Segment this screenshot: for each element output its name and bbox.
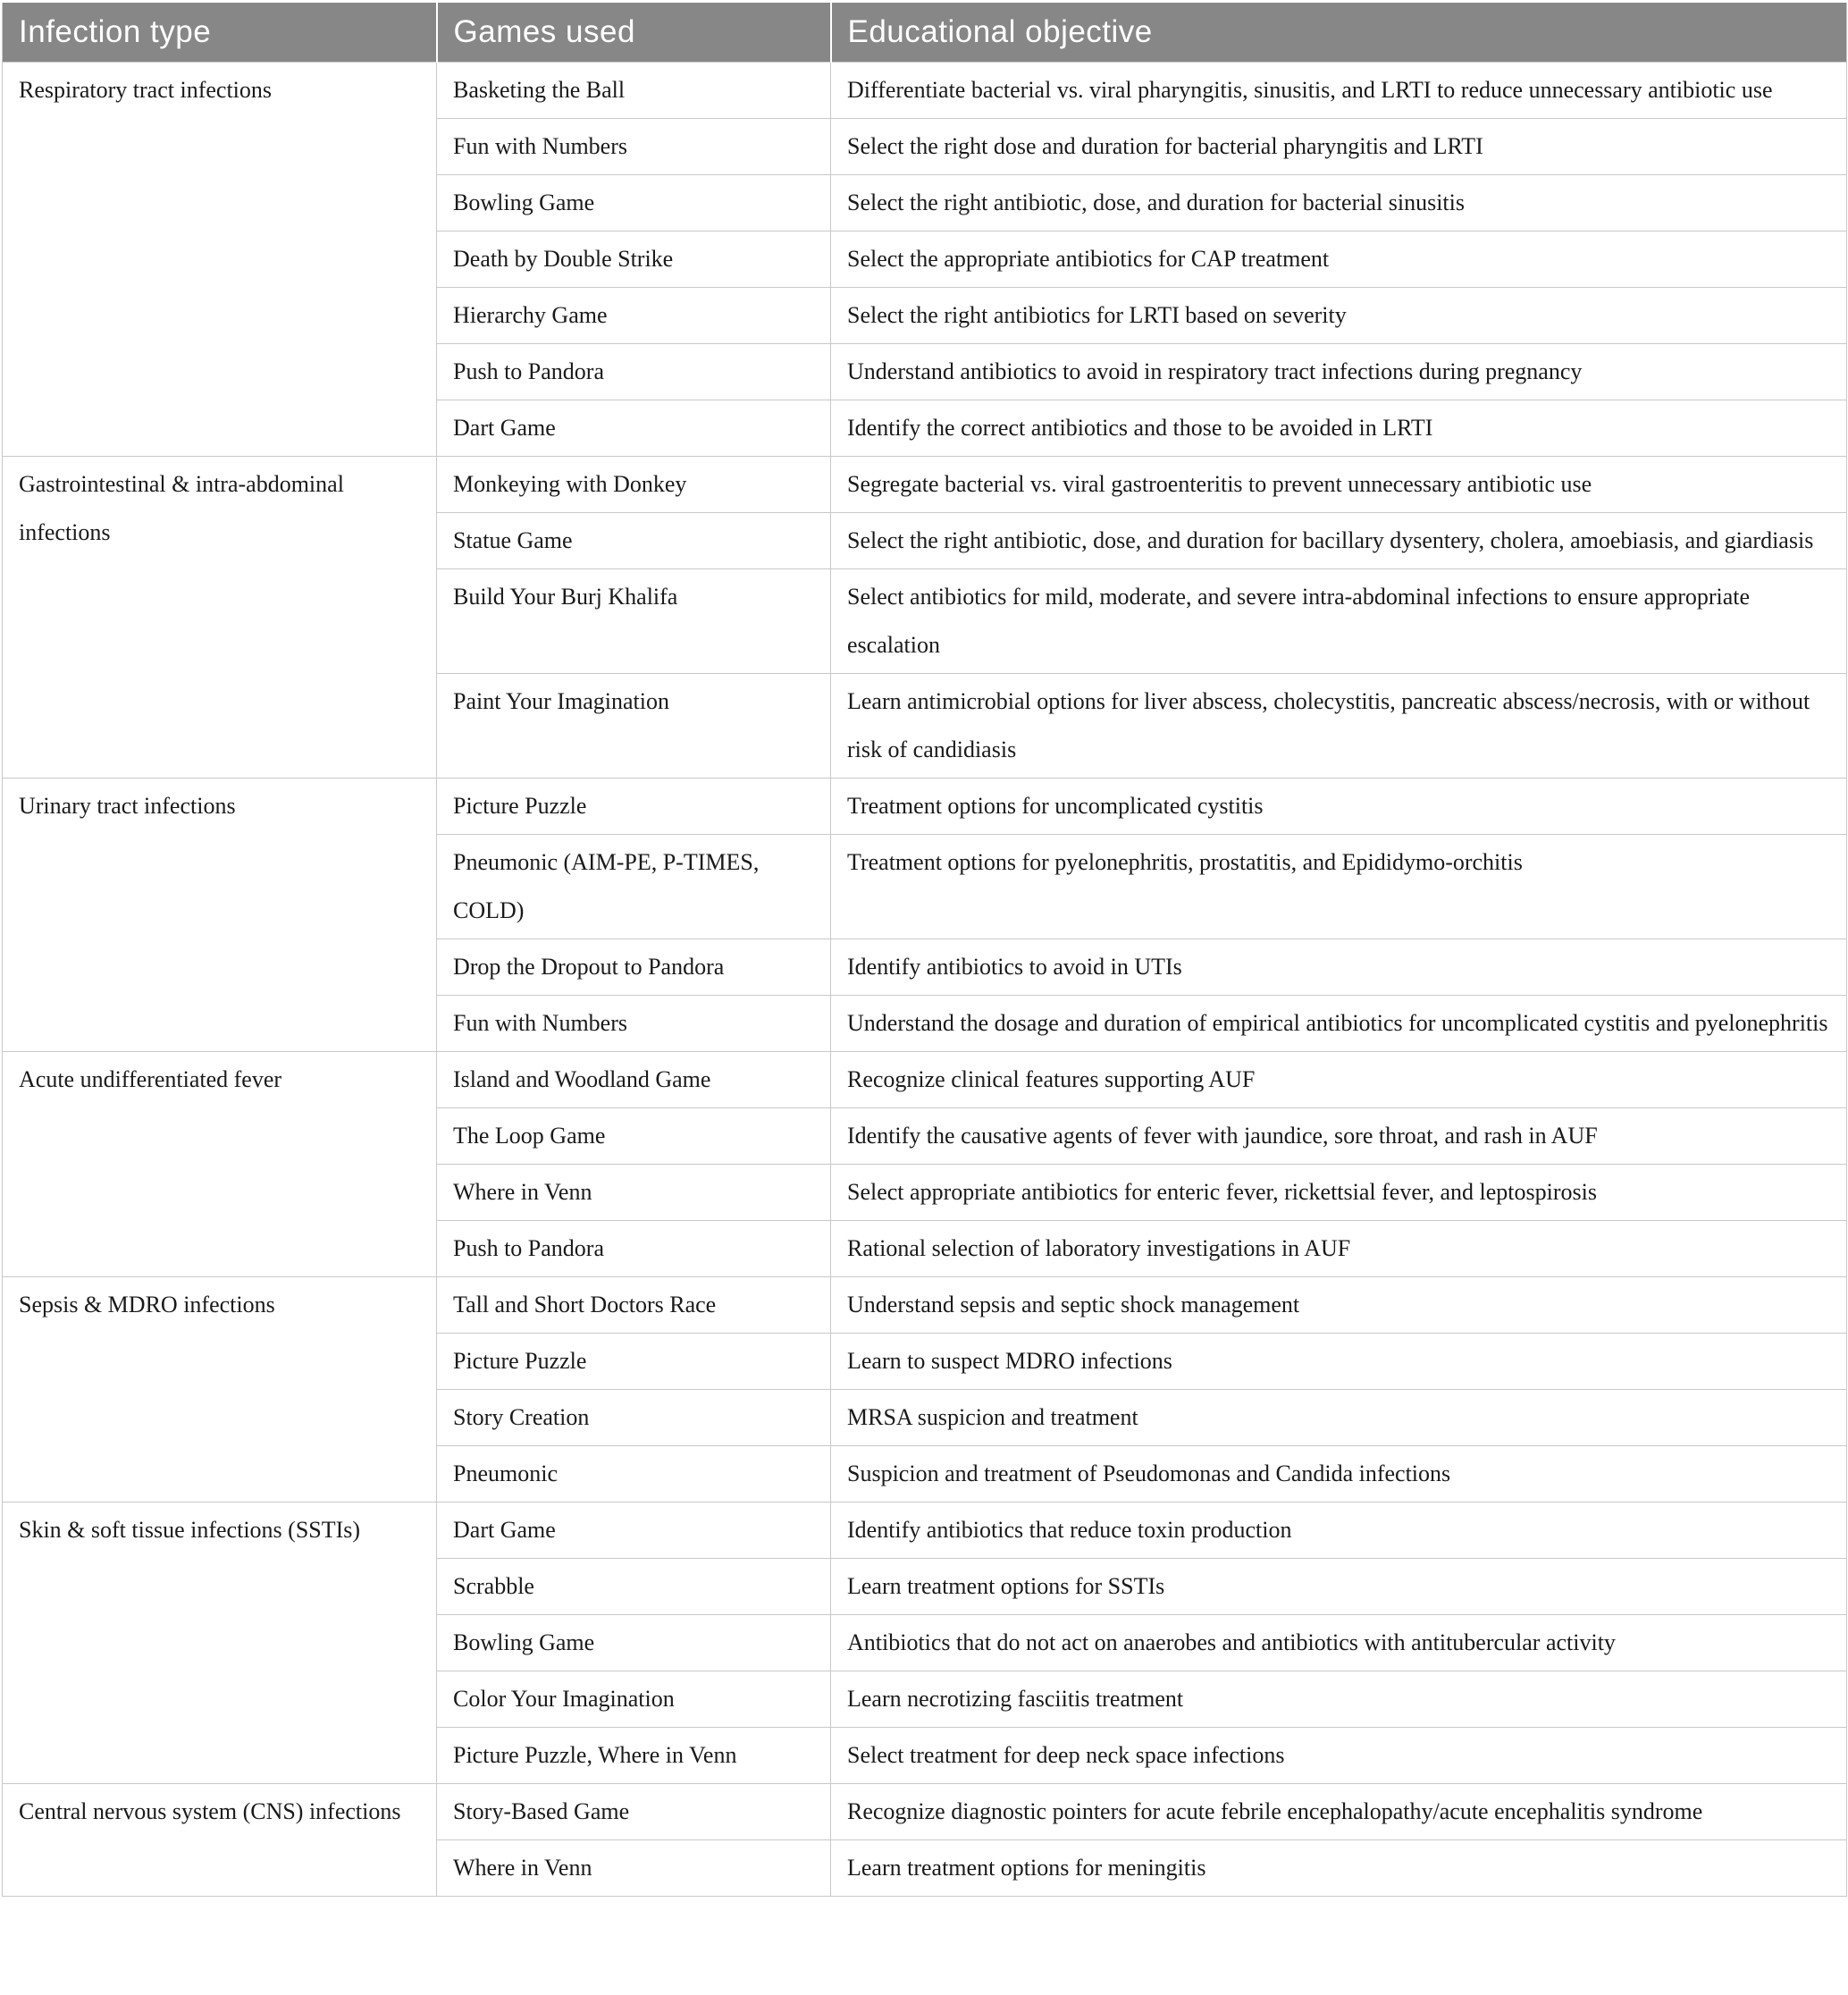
- table-body: [3, 63, 1847, 1897]
- table-row: [3, 1052, 1847, 1108]
- game-cell: Basketing the Ball: [437, 63, 831, 119]
- objective-cell: Learn treatment options for SSTIs: [831, 1559, 1847, 1615]
- game-cell: Pneumonic (AIM-PE, P-TIMES, COLD): [437, 835, 831, 939]
- objective-cell: Treatment options for pyelonephritis, prostatitis, and Epididymo-orchitis: [831, 835, 1847, 939]
- objective-cell: Understand the dosage and duration of empirical antibiotics for uncomplicated cystitis and pyelonephritis: [831, 996, 1847, 1052]
- objective-cell: Understand sepsis and septic shock management: [831, 1277, 1847, 1334]
- objective-cell: Select the appropriate antibiotics for CAP treatment: [831, 231, 1847, 288]
- table-row: [3, 1503, 1847, 1559]
- game-cell: Color Your Imagination: [437, 1671, 831, 1728]
- game-cell: Paint Your Imagination: [437, 674, 831, 779]
- table-row: [3, 63, 1847, 119]
- infection-type-cell: Gastrointestinal & intra-abdominal infections: [3, 457, 437, 779]
- infection-type-cell: Urinary tract infections: [3, 779, 437, 1052]
- objective-cell: Identify antibiotics to avoid in UTIs: [831, 939, 1847, 996]
- game-cell: Dart Game: [437, 1503, 831, 1559]
- table-row: [3, 1784, 1847, 1840]
- game-cell: Island and Woodland Game: [437, 1052, 831, 1108]
- game-cell: Death by Double Strike: [437, 231, 831, 288]
- game-cell: Where in Venn: [437, 1840, 831, 1897]
- objective-cell: Recognize diagnostic pointers for acute febrile encephalopathy/acute encephalitis syndrome: [831, 1784, 1847, 1840]
- game-cell: Story Creation: [437, 1390, 831, 1446]
- game-cell: Build Your Burj Khalifa: [437, 569, 831, 674]
- game-cell: Picture Puzzle: [437, 779, 831, 835]
- objective-cell: Learn necrotizing fasciitis treatment: [831, 1671, 1847, 1728]
- column-header-educational-objective: Educational objective: [831, 3, 1847, 63]
- objective-cell: Learn to suspect MDRO infections: [831, 1334, 1847, 1390]
- objective-cell: Select the right antibiotic, dose, and duration for bacterial sinusitis: [831, 175, 1847, 231]
- game-cell: Drop the Dropout to Pandora: [437, 939, 831, 996]
- objective-cell: Suspicion and treatment of Pseudomonas and Candida infections: [831, 1446, 1847, 1503]
- objective-cell: Select the right antibiotics for LRTI based on severity: [831, 288, 1847, 344]
- column-header-infection-type: Infection type: [3, 3, 437, 63]
- objective-cell: MRSA suspicion and treatment: [831, 1390, 1847, 1446]
- objective-cell: Recognize clinical features supporting AUF: [831, 1052, 1847, 1108]
- games-table: [2, 3, 1847, 1897]
- game-cell: Bowling Game: [437, 1615, 831, 1671]
- column-header-games-used: Games used: [437, 3, 831, 63]
- objective-cell: Learn antimicrobial options for liver abscess, cholecystitis, pancreatic abscess/necrosis, with or without risk of candidiasis: [831, 674, 1847, 779]
- game-cell: Fun with Numbers: [437, 119, 831, 175]
- game-cell: Push to Pandora: [437, 344, 831, 400]
- objective-cell: Learn treatment options for meningitis: [831, 1840, 1847, 1897]
- objective-cell: Rational selection of laboratory investigations in AUF: [831, 1221, 1847, 1277]
- objective-cell: Identify antibiotics that reduce toxin production: [831, 1503, 1847, 1559]
- game-cell: Push to Pandora: [437, 1221, 831, 1277]
- game-cell: Pneumonic: [437, 1446, 831, 1503]
- objective-cell: Identify the correct antibiotics and those to be avoided in LRTI: [831, 400, 1847, 457]
- game-cell: Tall and Short Doctors Race: [437, 1277, 831, 1334]
- game-cell: Bowling Game: [437, 175, 831, 231]
- game-cell: Monkeying with Donkey: [437, 457, 831, 513]
- objective-cell: Select treatment for deep neck space infections: [831, 1728, 1847, 1784]
- objective-cell: Select the right antibiotic, dose, and duration for bacillary dysentery, cholera, amoebiasis, and giardiasis: [831, 513, 1847, 569]
- infection-type-cell: Skin & soft tissue infections (SSTIs): [3, 1503, 437, 1784]
- table-row: [3, 779, 1847, 835]
- infection-type-cell: Acute undifferentiated fever: [3, 1052, 437, 1277]
- objective-cell: Understand antibiotics to avoid in respiratory tract infections during pregnancy: [831, 344, 1847, 400]
- objective-cell: Treatment options for uncomplicated cystitis: [831, 779, 1847, 835]
- objective-cell: Select appropriate antibiotics for enteric fever, rickettsial fever, and leptospirosis: [831, 1165, 1847, 1221]
- game-cell: Story-Based Game: [437, 1784, 831, 1840]
- game-cell: Where in Venn: [437, 1165, 831, 1221]
- table-header-row: [3, 3, 1847, 63]
- game-cell: Picture Puzzle, Where in Venn: [437, 1728, 831, 1784]
- table-row: [3, 457, 1847, 513]
- objective-cell: Antibiotics that do not act on anaerobes and antibiotics with antitubercular activity: [831, 1615, 1847, 1671]
- game-cell: Dart Game: [437, 400, 831, 457]
- game-cell: The Loop Game: [437, 1108, 831, 1165]
- objective-cell: Select the right dose and duration for bacterial pharyngitis and LRTI: [831, 119, 1847, 175]
- objective-cell: Select antibiotics for mild, moderate, and severe intra-abdominal infections to ensure appropriate escalation: [831, 569, 1847, 674]
- game-cell: Scrabble: [437, 1559, 831, 1615]
- table-row: [3, 1277, 1847, 1334]
- objective-cell: Segregate bacterial vs. viral gastroenteritis to prevent unnecessary antibiotic use: [831, 457, 1847, 513]
- game-cell: Statue Game: [437, 513, 831, 569]
- objective-cell: Differentiate bacterial vs. viral pharyngitis, sinusitis, and LRTI to reduce unnecessary antibiotic use: [831, 63, 1847, 119]
- game-cell: Hierarchy Game: [437, 288, 831, 344]
- infection-type-cell: Sepsis & MDRO infections: [3, 1277, 437, 1503]
- objective-cell: Identify the causative agents of fever with jaundice, sore throat, and rash in AUF: [831, 1108, 1847, 1165]
- game-cell: Picture Puzzle: [437, 1334, 831, 1390]
- game-cell: Fun with Numbers: [437, 996, 831, 1052]
- infection-type-cell: Respiratory tract infections: [3, 63, 437, 457]
- infection-type-cell: Central nervous system (CNS) infections: [3, 1784, 437, 1897]
